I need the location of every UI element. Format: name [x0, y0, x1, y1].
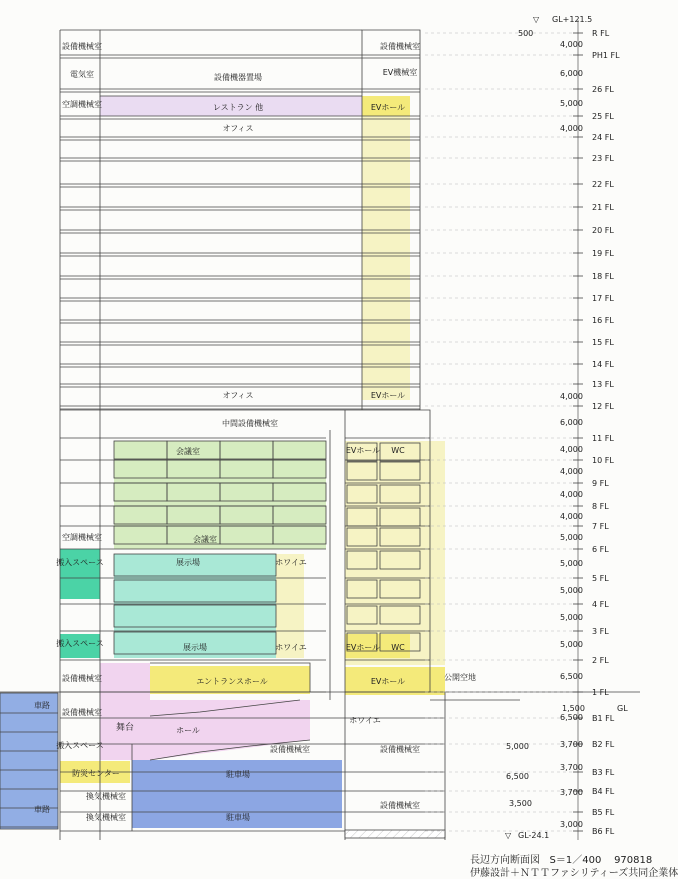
floor-height: 3,000 [560, 820, 583, 829]
floor-label: 2 FL [592, 656, 609, 665]
floor-height: 4,000 [560, 445, 583, 454]
room-office-bottom: オフィス [222, 391, 254, 400]
floor-label: 18 FL [592, 272, 614, 281]
extra-dimension: 3,500 [509, 799, 532, 808]
floor-label: 10 FL [592, 456, 614, 465]
floor-height: 5,000 [560, 559, 583, 568]
corner-dimension: 500 [518, 29, 534, 38]
gl-mark: GL [617, 704, 628, 713]
room-stage: 舞台 [115, 723, 135, 733]
room-wc-lower: WC [391, 643, 405, 652]
floor-height: 5,000 [560, 586, 583, 595]
room-mech-1f: 設備機械室 [62, 674, 102, 683]
floor-label: 22 FL [592, 180, 614, 189]
room-mech-top-left: 設備機械室 [62, 42, 102, 51]
room-ev-hall-1f: EVホール [370, 677, 406, 686]
room-ev-hall-top: EVホール [370, 103, 406, 112]
room-mech-b2-right: 設備機械室 [380, 745, 420, 754]
room-ac-mech-top: 空調機械室 [62, 100, 102, 109]
floor-label: 8 FL [592, 502, 609, 511]
room-loading-upper: 搬入スペース [56, 558, 104, 567]
foundation [345, 830, 445, 838]
room-disaster-center: 防災センター [72, 769, 120, 778]
floor-height: 4,000 [560, 124, 583, 133]
floor-label: 24 FL [592, 133, 614, 142]
bottom-triangle: ▽ [505, 831, 512, 840]
room-conference-top: 会議室 [176, 447, 200, 456]
floor-label: 21 FL [592, 203, 614, 212]
bottom-level-mark: GL-24.1 [518, 831, 550, 840]
room-equip-yard: 設備機器置場 [214, 73, 262, 82]
floor-label: B4 FL [592, 787, 615, 796]
floor-label: 4 FL [592, 600, 609, 609]
room-ev-mech: EV機械室 [382, 68, 418, 77]
floor-label: 20 FL [592, 226, 614, 235]
room-exhibit-top: 展示場 [176, 558, 200, 567]
room-loading-b2: 搬入スペース [56, 741, 104, 750]
floor-label: 9 FL [592, 479, 609, 488]
floor-height: 6,500 [560, 672, 583, 681]
room-ev-hall-lower: EVホール [345, 643, 381, 652]
floor-height: 4,000 [560, 40, 583, 49]
floor-label: 14 FL [592, 360, 614, 369]
drawing-firm: 伊藤設計＋ＮＴＴファシリティーズ共同企業体 [470, 868, 678, 879]
floor-label: 12 FL [592, 402, 614, 411]
room-road-lower: 車路 [34, 805, 50, 814]
room-elec: 電気室 [70, 70, 94, 79]
floor-label: 26 FL [592, 85, 614, 94]
floor-label: 5 FL [592, 574, 609, 583]
room-foyer-lower: ホワイエ [275, 643, 307, 652]
room-public-space: 公開空地 [444, 673, 476, 682]
floor-label: 7 FL [592, 522, 609, 531]
floor-label: 13 FL [592, 380, 614, 389]
floor-label: 19 FL [592, 249, 614, 258]
floor-label: 25 FL [592, 112, 614, 121]
floor-label: 1 FL [592, 688, 609, 697]
floor-label: 3 FL [592, 627, 609, 636]
room-foyer-b1: ホワイエ [349, 716, 381, 725]
room-restaurant: レストラン 他 [212, 103, 264, 112]
top-level-mark: GL+121.5 [552, 15, 593, 24]
room-conference-bottom: 会議室 [193, 535, 217, 544]
room-exhibit-bottom: 展示場 [183, 643, 207, 652]
floor-label: 16 FL [592, 316, 614, 325]
floor-height: 3,700 [560, 763, 583, 772]
drawing-date: 970818 [614, 855, 653, 866]
floor-label: B6 FL [592, 827, 615, 836]
floor-levels [425, 20, 620, 840]
room-mech-b1: 設備機械室 [62, 708, 102, 717]
floor-height: 6,000 [560, 69, 583, 78]
floor-label: 6 FL [592, 545, 609, 554]
floor-height: 5,000 [560, 99, 583, 108]
room-hall: ホール [176, 726, 200, 735]
floor-height: 4,000 [560, 512, 583, 521]
floor-height: 5,000 [560, 533, 583, 542]
room-parking-upper: 駐車場 [226, 770, 250, 779]
room-road-upper: 車路 [34, 701, 50, 710]
floor-label: 11 FL [592, 434, 614, 443]
room-foyer-upper: ホワイエ [275, 558, 307, 567]
floor-height: 4,000 [560, 467, 583, 476]
room-mech-b5: 設備機械室 [380, 801, 420, 810]
room-ev-hall-upper: EVホール [345, 446, 381, 455]
extra-dimension: 5,000 [506, 742, 529, 751]
floor-height: 3,700 [560, 788, 583, 797]
floor-label: 23 FL [592, 154, 614, 163]
floor-height: 5,000 [560, 640, 583, 649]
floor-height: 3,700 [560, 740, 583, 749]
floor-label: B1 FL [592, 714, 615, 723]
floor-label: B5 FL [592, 808, 615, 817]
floor-height: 6,000 [560, 418, 583, 427]
drawing-scale: S＝1／400 [549, 855, 602, 866]
floor-height: 5,000 [560, 613, 583, 622]
floor-height: 4,000 [560, 490, 583, 499]
room-vent-mech-lower: 換気機械室 [86, 813, 126, 822]
floor-label: R FL [592, 29, 610, 38]
floor-height: 4,000 [560, 392, 583, 401]
structure-lines [0, 30, 640, 840]
room-mech-b2: 設備機械室 [270, 745, 310, 754]
room-wc-upper: WC [391, 446, 405, 455]
floor-label: 15 FL [592, 338, 614, 347]
room-mid-mech: 中間設備機械室 [222, 419, 278, 428]
floor-height: 6,500 [560, 713, 583, 722]
room-ac-mech-mid: 空調機械室 [62, 533, 102, 542]
room-mech-top-right: 設備機械室 [380, 42, 420, 51]
floor-label: B3 FL [592, 768, 615, 777]
room-ev-hall-mid: EVホール [370, 391, 406, 400]
room-parking-lower: 駐車場 [226, 813, 250, 822]
drawing-title: 長辺方向断面図 [470, 855, 540, 866]
extra-dimension: 1,500 [562, 704, 585, 713]
extra-dimension: 6,500 [506, 772, 529, 781]
room-loading-lower: 搬入スペース [56, 639, 104, 648]
top-triangle: ▽ [533, 15, 540, 24]
room-office-top: オフィス [222, 124, 254, 133]
floor-label: B2 FL [592, 740, 615, 749]
room-entrance-hall: エントランスホール [196, 677, 268, 686]
room-vent-mech-upper: 換気機械室 [86, 792, 126, 801]
floor-label: PH1 FL [592, 51, 620, 60]
floor-label: 17 FL [592, 294, 614, 303]
